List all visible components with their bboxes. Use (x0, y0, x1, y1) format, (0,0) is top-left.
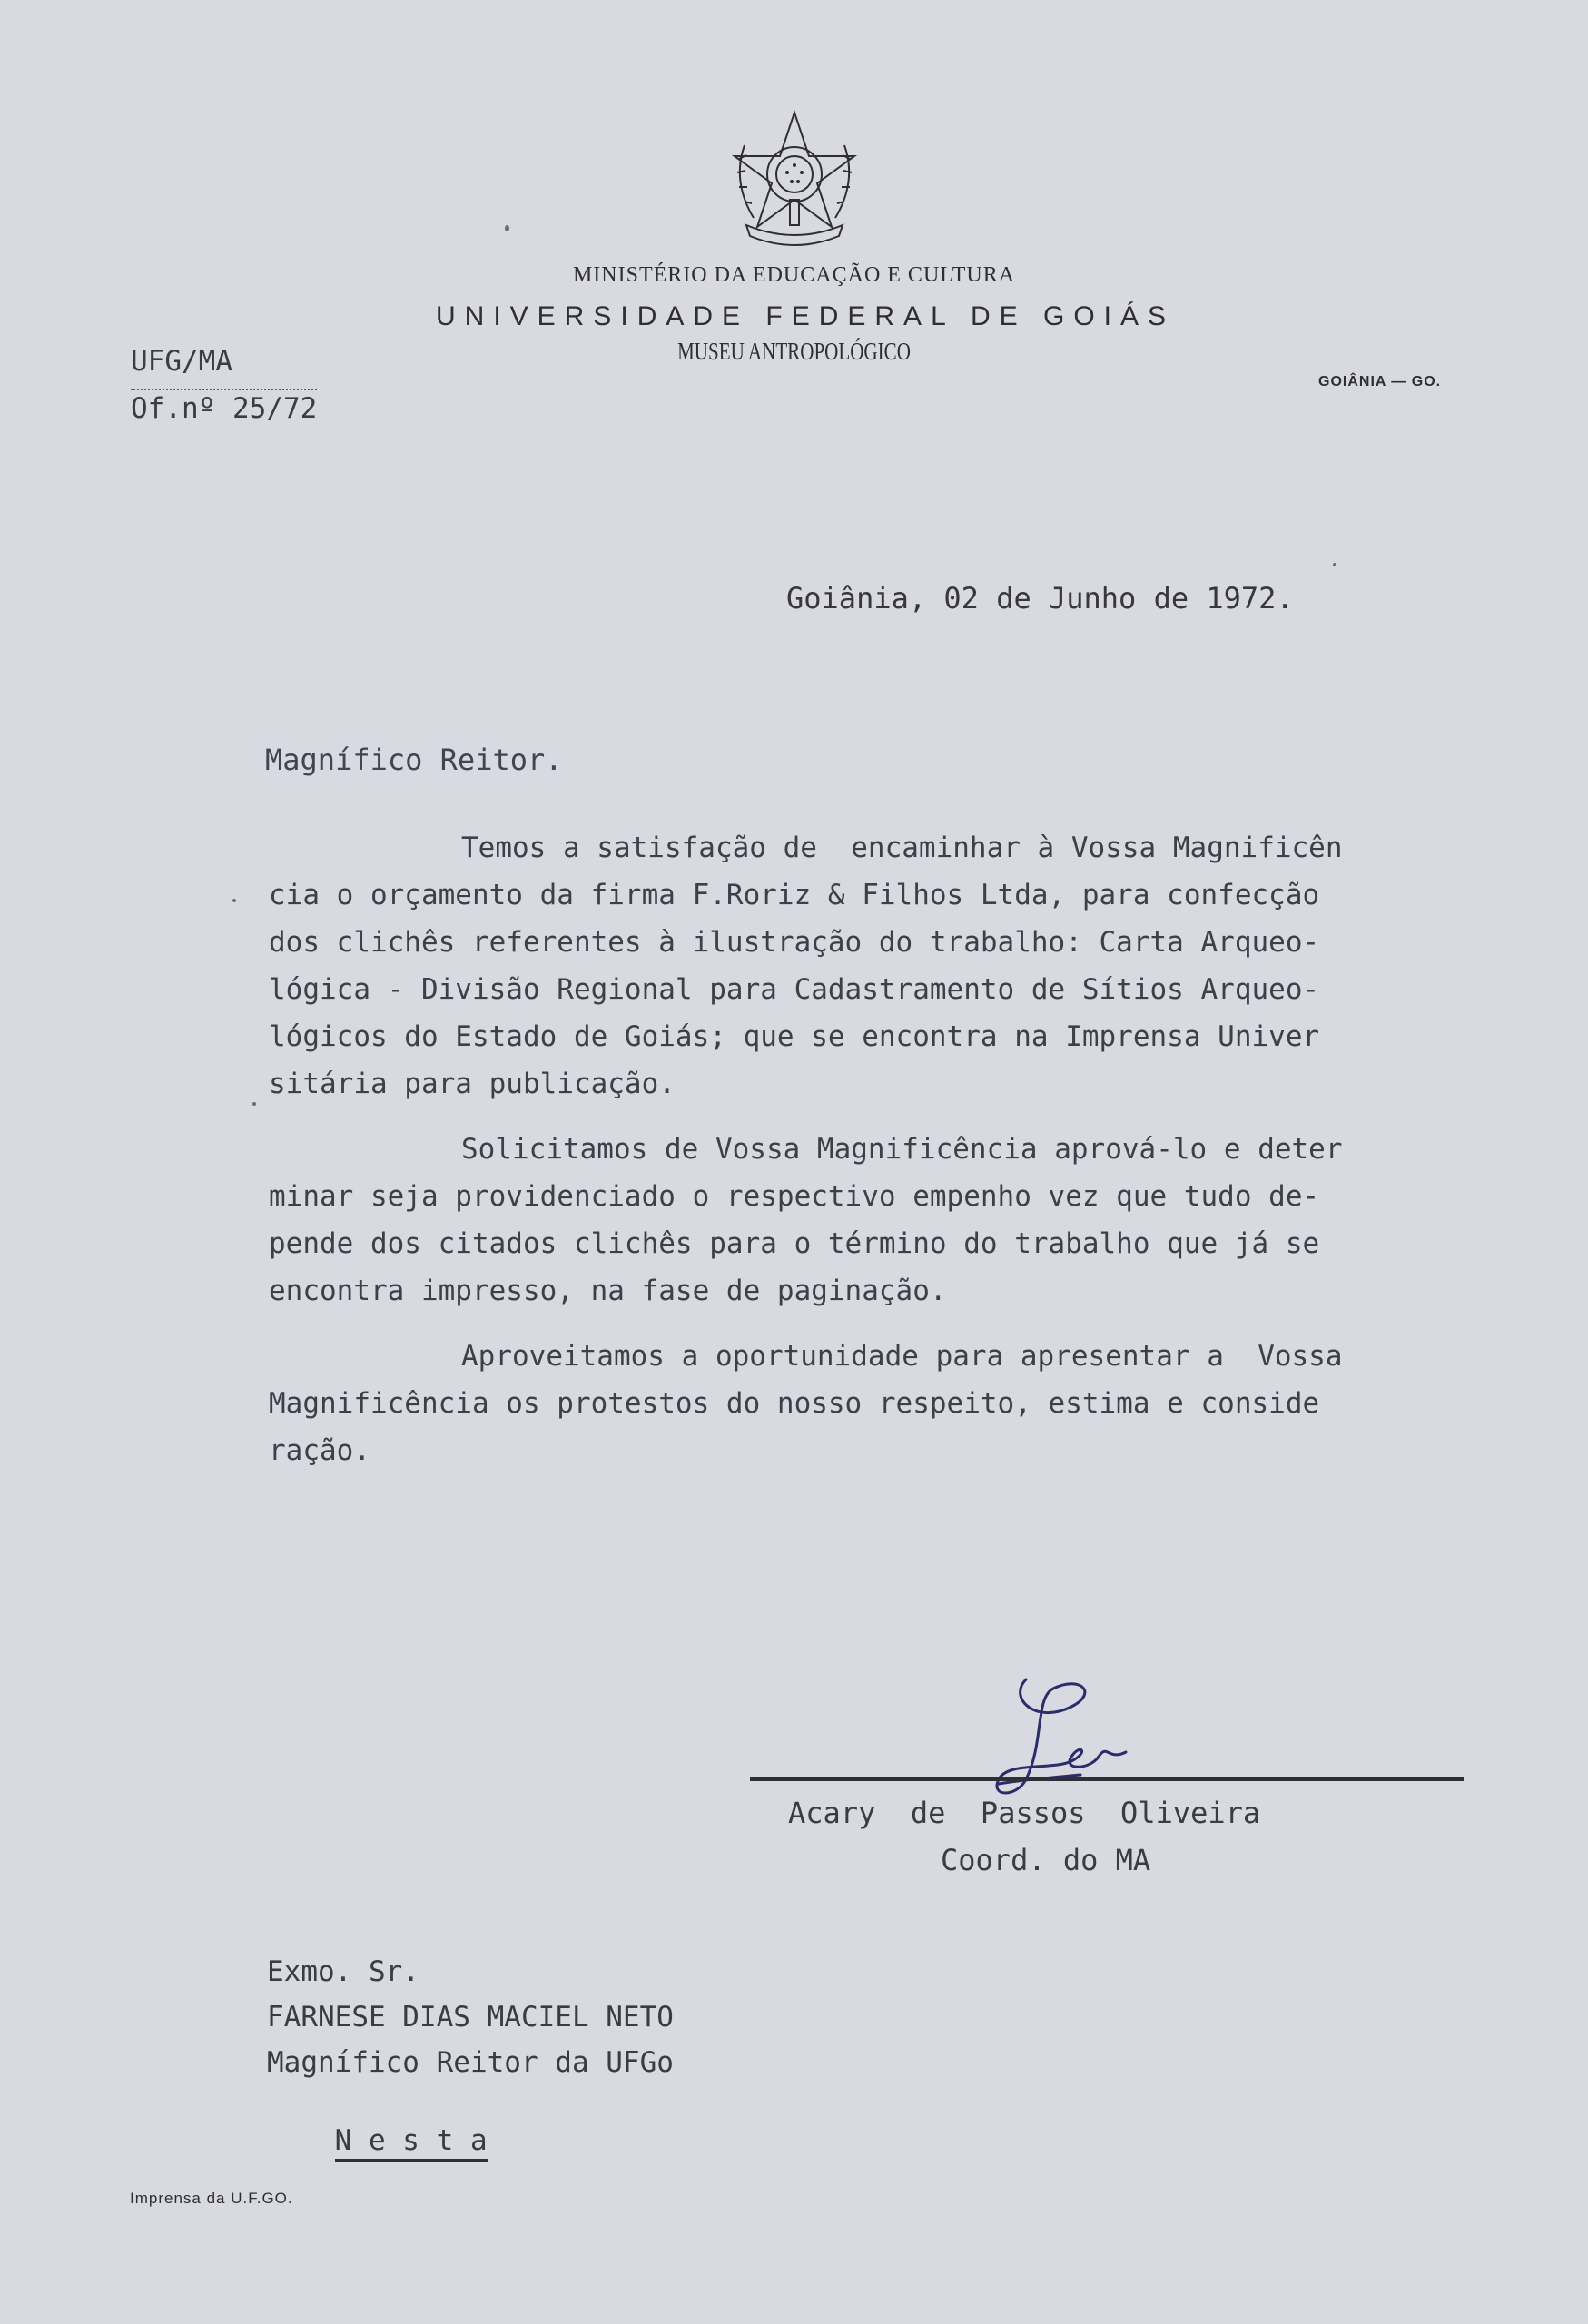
museum-heading: MUSEU ANTROPOLÓGICO (677, 338, 911, 365)
body-line: Magnificência os protestos do nosso respeito, estima e conside (269, 1387, 1320, 1420)
body-line: Temos a satisfação de encaminhar à Vossa Magnificên (461, 832, 1343, 864)
body-line: pende dos citados clichês para o término do trabalho que já se (269, 1227, 1320, 1260)
body-line: Solicitamos de Vossa Magnificência aprová-lo e deter (461, 1133, 1343, 1166)
body-line: lógicos do Estado de Goiás; que se encontra na Imprensa Univer (269, 1020, 1320, 1053)
salutation: Magnífico Reitor. (265, 743, 563, 777)
signature-rule (750, 1777, 1464, 1781)
paper-speck (232, 899, 236, 902)
signer-title: Coord. do MA (941, 1843, 1151, 1877)
body-line: dos clichês referentes à ilustração do trabalho: Carta Arqueo- (269, 926, 1320, 959)
body-line: ração. (269, 1434, 370, 1467)
body-line: Aproveitamos a oportunidade para apresentar a Vossa (461, 1340, 1343, 1373)
date-line: Goiânia, 02 de Junho de 1972. (786, 581, 1294, 615)
reference-code: UFG/MA (131, 345, 232, 378)
coat-of-arms-emblem (726, 109, 863, 250)
body-line: lógica - Divisão Regional para Cadastramento de Sítios Arqueo- (269, 973, 1320, 1006)
body-line: encontra impresso, na fase de paginação. (269, 1275, 947, 1307)
paper-speck (505, 225, 509, 231)
addressee-name: FARNESE DIAS MACIEL NETO (267, 2001, 674, 2034)
addressee-salutation: Exmo. Sr. (267, 1955, 419, 1988)
addressee-location (267, 2092, 488, 2190)
body-line: sitária para publicação. (269, 1068, 676, 1100)
addressee-location-text: N e s t a (335, 2124, 488, 2162)
paper-speck (1333, 563, 1336, 566)
signer-name: Acary de Passos Oliveira (788, 1796, 1261, 1830)
body-line: minar seja providenciado o respectivo empenho vez que tudo de- (269, 1180, 1320, 1213)
body-line: cia o orçamento da firma F.Roriz & Filhos Ltda, para confecção (269, 879, 1320, 911)
reference-number: Of.nº 25/72 (131, 389, 317, 425)
imprint-footer: Imprensa da U.F.GO. (130, 2190, 293, 2207)
ministry-heading: MINISTÉRIO DA EDUCAÇÃO E CULTURA (572, 263, 1016, 287)
university-heading: UNIVERSIDADE FEDERAL DE GOIÁS (436, 301, 1176, 331)
addressee-title: Magnífico Reitor da UFGo (267, 2046, 674, 2079)
handwritten-signature (972, 1670, 1144, 1816)
letterhead-city: GOIÂNIA — GO. (1318, 374, 1442, 389)
paper-speck (252, 1102, 256, 1106)
